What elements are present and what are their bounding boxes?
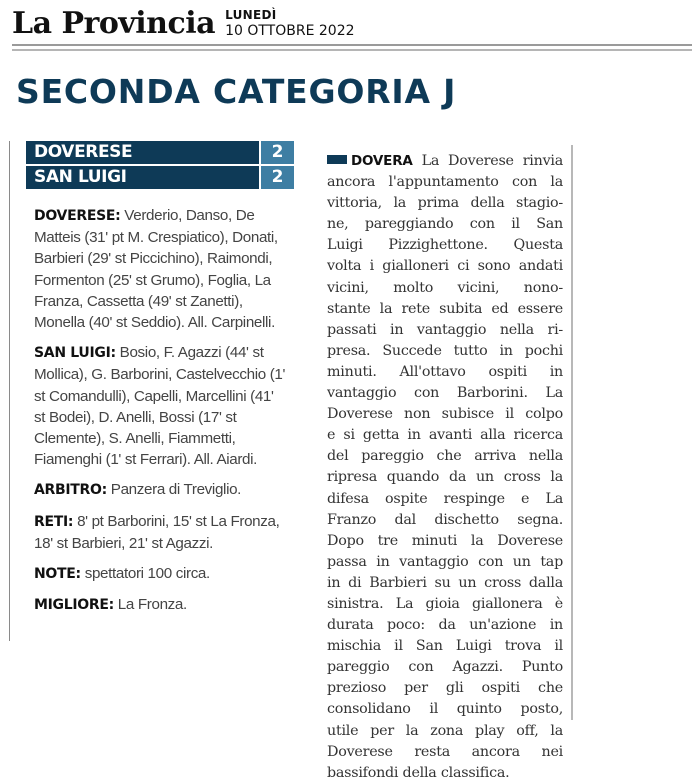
stats-text: spettatori 100 circa.: [80, 565, 210, 583]
stats-referee: [34, 479, 288, 501]
article-line: volta i gialloneri ci sono andati: [327, 258, 563, 275]
article-line: stante la rete subita ed essere: [327, 300, 563, 317]
article-line: difesa ospite respinge e La: [327, 490, 563, 507]
article-line: Doverese non subisce il colpo: [327, 406, 563, 423]
section-title: SECONDA CATEGORIA J: [16, 72, 457, 111]
stats-goals: [34, 511, 288, 554]
scoreboard-row-home: [26, 141, 294, 164]
article-line: Doverese resta ancora nei: [327, 743, 563, 760]
team-name: SAN LUIGI: [26, 166, 259, 189]
stats-label: NOTE:: [34, 566, 81, 583]
article-body: [327, 151, 563, 784]
publication-day: LUNEDÌ: [225, 8, 277, 22]
newspaper-logo: La Provincia: [12, 6, 216, 41]
article-line: vantaggio con Barborini. La: [327, 385, 563, 402]
masthead: [12, 4, 355, 44]
article-line: vittoria, la prima della stagio-: [327, 195, 563, 212]
article-line: durata poco: da un'azione in: [327, 617, 563, 634]
article-line: ripresa quando da un cross la: [327, 469, 563, 486]
article-line: bassifondi della classifica.: [327, 764, 510, 781]
kicker-square-icon: [327, 155, 347, 164]
stats-lineup-away: [34, 342, 288, 470]
stats-label: SAN LUIGI:: [34, 345, 116, 362]
team-score: 2: [261, 166, 294, 189]
article-line: in di Barbieri su un cross dalla: [327, 574, 563, 591]
stats-label: DOVERESE:: [34, 208, 121, 224]
stats-text: 8' pt Barborini, 15' st La Fronza, 18' st Barbieri, 21' st Agazzi.: [34, 512, 280, 552]
team-score: 2: [261, 141, 294, 164]
match-stats: [34, 205, 288, 625]
article-line: utile per la zona play off, la: [327, 722, 563, 739]
article-line: passati in vantaggio nella ri-: [327, 321, 563, 338]
left-column-rule: [9, 141, 10, 641]
article-line: sinistra. La gioia giallonera è: [327, 595, 563, 612]
article-line: minuti. All'ottavo ospiti in: [327, 363, 563, 380]
article-line: mischia il San Luigi trova il: [327, 638, 563, 655]
article-line: del pareggio che arriva nella: [327, 448, 563, 465]
article-line: Luigi Pizzighettone. Questa: [327, 237, 563, 254]
article-line: prezioso per gli ospiti che: [327, 680, 563, 697]
article-kicker: DOVERA: [351, 153, 413, 169]
masthead-divider-top: [12, 44, 692, 46]
stats-text: Verderio, Danso, De Matteis (31' pt M. Crespiatico), Donati, Barbieri (29' st Piccichino), Raimondi, Formenton (25' st Grumo), Foglia, La Franza, Cassetta (49' st Zanetti), Monella (40' st Seddio). All. Carpinelli.: [34, 207, 278, 332]
stats-best-player: [34, 594, 288, 616]
publication-date: [225, 7, 354, 39]
stats-lineup-home: [34, 205, 288, 333]
article-line: ne, pareggiando con il San: [327, 216, 563, 233]
scoreboard-row-away: [26, 166, 294, 189]
stats-text: Bosio, F. Agazzi (44' st Mollica), G. Barborini, Castelvecchio (1' st Comandulli), Capelli, Marcellini (41' st Bodei), D. Anelli, Bossi (17' st Clemente), S. Anelli, Fiammetti, Fiamenghi (1' st Ferrari). All. Aiardi.: [34, 344, 286, 469]
stats-label: ARBITRO:: [34, 482, 107, 499]
article-line: passa in vantaggio con un tap: [327, 553, 563, 570]
right-column-rule: [571, 145, 573, 720]
masthead-divider-bottom: [12, 49, 692, 51]
article-line: e si getta in avanti alla ricerca: [327, 427, 563, 444]
publication-date-text: 10 OTTOBRE 2022: [225, 23, 355, 39]
article-line: vicini, molto vicini, nono-: [327, 279, 563, 296]
stats-label: MIGLIORE:: [34, 597, 114, 614]
stats-text: La Fronza.: [113, 596, 187, 614]
article-line: presa. Succede tutto in pochi: [327, 342, 563, 359]
article-line: consolidano il quinto posto,: [327, 701, 563, 718]
article-line: ancora l'appuntamento con la: [327, 174, 563, 191]
stats-notes: [34, 563, 288, 585]
stats-label: RETI:: [34, 513, 74, 530]
scoreboard: [26, 141, 294, 191]
stats-text: Panzera di Treviglio.: [106, 481, 242, 499]
article-line: Dopo tre minuti la Doverese: [327, 532, 563, 549]
article-line: [327, 151, 563, 172]
article-line: Franzo dal dischetto segna.: [327, 511, 563, 528]
article-line: pareggio con Agazzi. Punto: [327, 659, 563, 676]
article-line-text: La Doverese rinvia: [421, 153, 563, 169]
team-name: DOVERESE: [26, 141, 259, 164]
